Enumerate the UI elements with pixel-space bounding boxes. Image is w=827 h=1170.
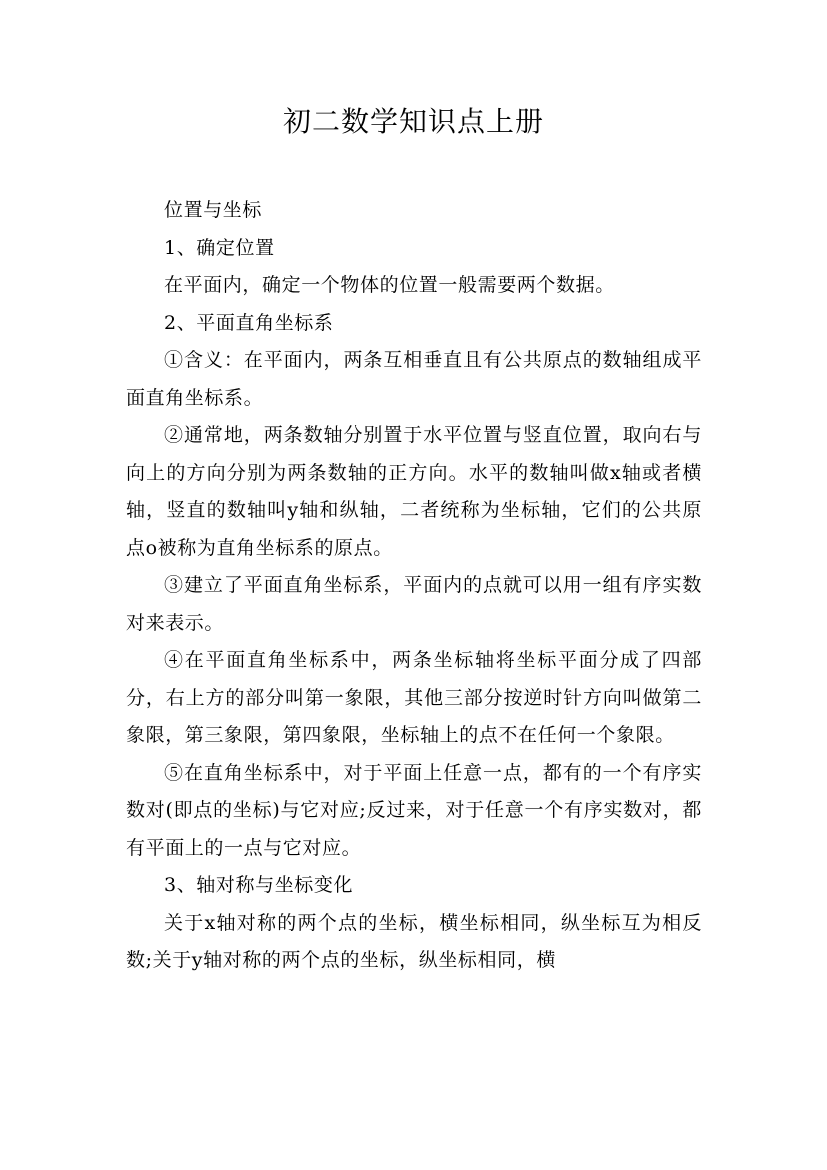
body-paragraph: ③建立了平面直角坐标系，平面内的点就可以用一组有序实数对来表示。 [126, 574, 702, 634]
body-paragraph: 关于x轴对称的两个点的坐标，横坐标相同，纵坐标互为相反数;关于y轴对称的两个点的坐标，纵坐标相同，横 [126, 911, 702, 971]
body-paragraph: 在平面内，确定一个物体的位置一般需要两个数据。 [164, 274, 615, 296]
subsection-heading: 1、确定位置 [164, 236, 275, 259]
body-paragraph: ②通常地，两条数轴分别置于水平位置与竖直位置，取向右与向上的方向分别为两条数轴的正方向。水平的数轴叫做x轴或者横轴，竖直的数轴叫y轴和纵轴，二者统称为坐标轴，它们的公共原点o被称为直角坐标系的原点。 [126, 424, 702, 559]
subsection-heading: 2、平面直角坐标系 [164, 311, 334, 334]
section-heading: 位置与坐标 [164, 199, 263, 221]
body-paragraph: ⑤在直角坐标系中，对于平面上任意一点，都有的一个有序实数对(即点的坐标)与它对应;反过来，对于任意一个有序实数对，都有平面上的一点与它对应。 [126, 761, 702, 859]
body-paragraph: ①含义：在平面内，两条互相垂直且有公共原点的数轴组成平面直角坐标系。 [126, 349, 702, 409]
body-paragraph: ④在平面直角坐标系中，两条坐标轴将坐标平面分成了四部分，右上方的部分叫第一象限，其他三部分按逆时针方向叫做第二象限，第三象限，第四象限，坐标轴上的点不在任何一个象限。 [126, 649, 702, 746]
document-title: 初二数学知识点上册 [282, 105, 544, 138]
document-body [126, 192, 702, 980]
subsection-heading: 3、轴对称与坐标变化 [164, 874, 354, 896]
